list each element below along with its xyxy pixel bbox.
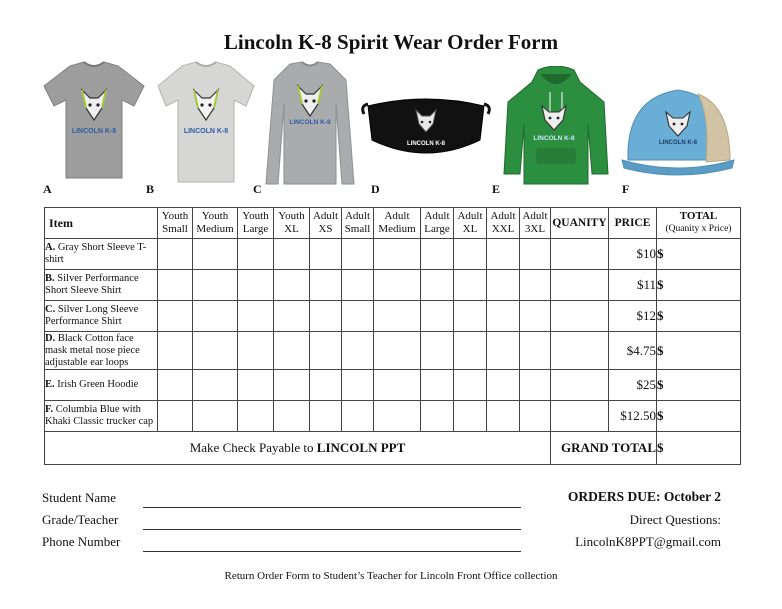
size-quantity-cell[interactable] [238,332,274,370]
size-quantity-cell[interactable] [421,370,454,401]
order-row [45,301,741,332]
size-quantity-cell[interactable] [310,370,342,401]
header-adult-medium: Adult Medium [374,208,421,239]
size-quantity-cell[interactable] [520,370,551,401]
quantity-cell[interactable] [551,270,609,301]
size-quantity-cell[interactable] [454,401,487,432]
product-image-e [500,66,612,188]
item-cell: A. Gray Short Sleeve T-shirt [45,239,158,270]
product-letter-f: F [622,182,630,196]
size-quantity-cell[interactable] [238,401,274,432]
size-quantity-cell[interactable] [374,370,421,401]
product-image-b [154,60,258,186]
footer-row [45,432,741,465]
quantity-cell[interactable] [551,401,609,432]
size-quantity-cell[interactable] [158,332,193,370]
size-quantity-cell[interactable] [374,270,421,301]
size-quantity-cell[interactable] [421,239,454,270]
product-print-d: LINCOLN K-8 [407,141,445,147]
size-quantity-cell[interactable] [238,239,274,270]
size-quantity-cell[interactable] [274,239,310,270]
total-cell[interactable]: $ [657,270,741,301]
size-quantity-cell[interactable] [421,301,454,332]
size-quantity-cell[interactable] [342,239,374,270]
size-quantity-cell[interactable] [520,301,551,332]
product-image-f [618,78,740,178]
price-cell: $12.50 [609,401,657,432]
header-adult-small: Adult Small [342,208,374,239]
size-quantity-cell[interactable] [310,332,342,370]
header-youth-medium: Youth Medium [193,208,238,239]
product-letter-c: C [253,182,262,196]
order-table [44,207,741,465]
size-quantity-cell[interactable] [454,301,487,332]
header-youth-small: Youth Small [158,208,193,239]
header-adult-large: Adult Large [421,208,454,239]
size-quantity-cell[interactable] [487,370,520,401]
item-cell: B. Silver Performance Short Sleeve Shirt [45,270,158,301]
size-quantity-cell[interactable] [520,401,551,432]
size-quantity-cell[interactable] [342,270,374,301]
size-quantity-cell[interactable] [310,401,342,432]
size-quantity-cell[interactable] [421,270,454,301]
size-quantity-cell[interactable] [421,332,454,370]
product-letter-e: E [492,182,501,196]
size-quantity-cell[interactable] [158,239,193,270]
phone-number-label: Phone Number [42,534,121,549]
header-adult-xxl: Adult XXL [487,208,520,239]
orders-due: ORDERS DUE: October 2 [567,489,721,504]
product-image-c [262,60,358,188]
size-quantity-cell[interactable] [342,370,374,401]
size-quantity-cell[interactable] [487,239,520,270]
quantity-cell[interactable] [551,332,609,370]
header-youth-large: Youth Large [238,208,274,239]
size-quantity-cell[interactable] [193,239,238,270]
size-quantity-cell[interactable] [238,301,274,332]
grand-total-value[interactable]: $ [657,432,741,465]
size-quantity-cell[interactable] [520,270,551,301]
quantity-cell[interactable] [551,239,609,270]
product-print-c: LINCOLN K-8 [289,119,331,126]
contact-email: LincolnK8PPT@gmail.com [575,534,721,549]
size-quantity-cell[interactable] [487,301,520,332]
header-price: PRICE [609,208,657,239]
student-name-line[interactable] [143,507,521,508]
product-letter-b: B [146,182,155,196]
product-letter-d: D [371,182,380,196]
total-cell[interactable]: $ [657,239,741,270]
size-quantity-cell[interactable] [520,239,551,270]
product-print-f: LINCOLN K-8 [659,140,697,146]
item-cell: E. Irish Green Hoodie [45,370,158,401]
header-adult-3xl: Adult 3XL [520,208,551,239]
size-quantity-cell[interactable] [274,401,310,432]
grade-teacher-line[interactable] [143,529,521,530]
order-row [45,332,741,370]
total-cell[interactable]: $ [657,401,741,432]
size-quantity-cell[interactable] [310,239,342,270]
size-quantity-cell[interactable] [487,332,520,370]
header-total: TOTAL (Quanity x Price) [657,208,741,239]
size-quantity-cell[interactable] [454,270,487,301]
size-quantity-cell[interactable] [342,301,374,332]
header-adult-xs: Adult XS [310,208,342,239]
payable-note: Make Check Payable to LINCOLN PPT [45,432,551,465]
size-quantity-cell[interactable] [238,270,274,301]
product-print-b: LINCOLN K-8 [183,128,229,135]
size-quantity-cell[interactable] [454,239,487,270]
size-quantity-cell[interactable] [421,401,454,432]
return-note: Return Order Form to Student’s Teacher for Lincoln Front Office collection [224,570,558,582]
order-row [45,239,741,270]
size-quantity-cell[interactable] [274,370,310,401]
total-cell[interactable]: $ [657,301,741,332]
size-quantity-cell[interactable] [374,239,421,270]
size-quantity-cell[interactable] [374,332,421,370]
header-adult-xl: Adult XL [454,208,487,239]
size-quantity-cell[interactable] [158,301,193,332]
size-quantity-cell[interactable] [342,401,374,432]
header-youth-xl: Youth XL [274,208,310,239]
price-cell: $11 [609,270,657,301]
item-cell: D. Black Cotton face mask metal nose piece adjustable ear loops [45,332,158,370]
size-quantity-cell[interactable] [374,401,421,432]
total-cell[interactable]: $ [657,370,741,401]
item-cell: F. Columbia Blue with Khaki Classic trucker cap [45,401,158,432]
header-quantity: QUANITY [551,208,609,239]
size-quantity-cell[interactable] [274,332,310,370]
order-row [45,270,741,301]
page-title: Lincoln K-8 Spirit Wear Order Form [223,30,559,54]
order-row [45,370,741,401]
item-cell: C. Silver Long Sleeve Performance Shirt [45,301,158,332]
size-quantity-cell[interactable] [193,301,238,332]
quantity-cell[interactable] [551,301,609,332]
grade-teacher-label: Grade/Teacher [42,512,119,527]
header-item: Item [45,208,158,239]
size-quantity-cell[interactable] [487,270,520,301]
header-row [45,208,741,239]
size-quantity-cell[interactable] [310,270,342,301]
size-quantity-cell[interactable] [342,332,374,370]
size-quantity-cell[interactable] [193,332,238,370]
size-quantity-cell[interactable] [238,370,274,401]
price-cell: $10 [609,239,657,270]
price-cell: $25 [609,370,657,401]
student-name-label: Student Name [42,490,117,505]
phone-number-line[interactable] [143,551,521,552]
grand-total-label: GRAND TOTAL [551,432,657,465]
size-quantity-cell[interactable] [158,401,193,432]
price-cell: $4.75 [609,332,657,370]
size-quantity-cell[interactable] [487,401,520,432]
product-image-a [40,60,148,182]
size-quantity-cell[interactable] [454,332,487,370]
product-image-d [358,96,494,164]
price-cell: $12 [609,301,657,332]
product-print-e: LINCOLN K-8 [533,135,575,142]
total-cell[interactable]: $ [657,332,741,370]
size-quantity-cell[interactable] [193,401,238,432]
product-letter-a: A [43,182,52,196]
size-quantity-cell[interactable] [374,301,421,332]
size-quantity-cell[interactable] [193,270,238,301]
size-quantity-cell[interactable] [454,370,487,401]
quantity-cell[interactable] [551,370,609,401]
size-quantity-cell[interactable] [158,370,193,401]
product-print-a: LINCOLN K-8 [71,128,117,135]
size-quantity-cell[interactable] [310,301,342,332]
order-row [45,401,741,432]
size-quantity-cell[interactable] [274,301,310,332]
size-quantity-cell[interactable] [274,270,310,301]
size-quantity-cell[interactable] [158,270,193,301]
size-quantity-cell[interactable] [193,370,238,401]
size-quantity-cell[interactable] [520,332,551,370]
direct-questions: Direct Questions: [629,512,721,527]
